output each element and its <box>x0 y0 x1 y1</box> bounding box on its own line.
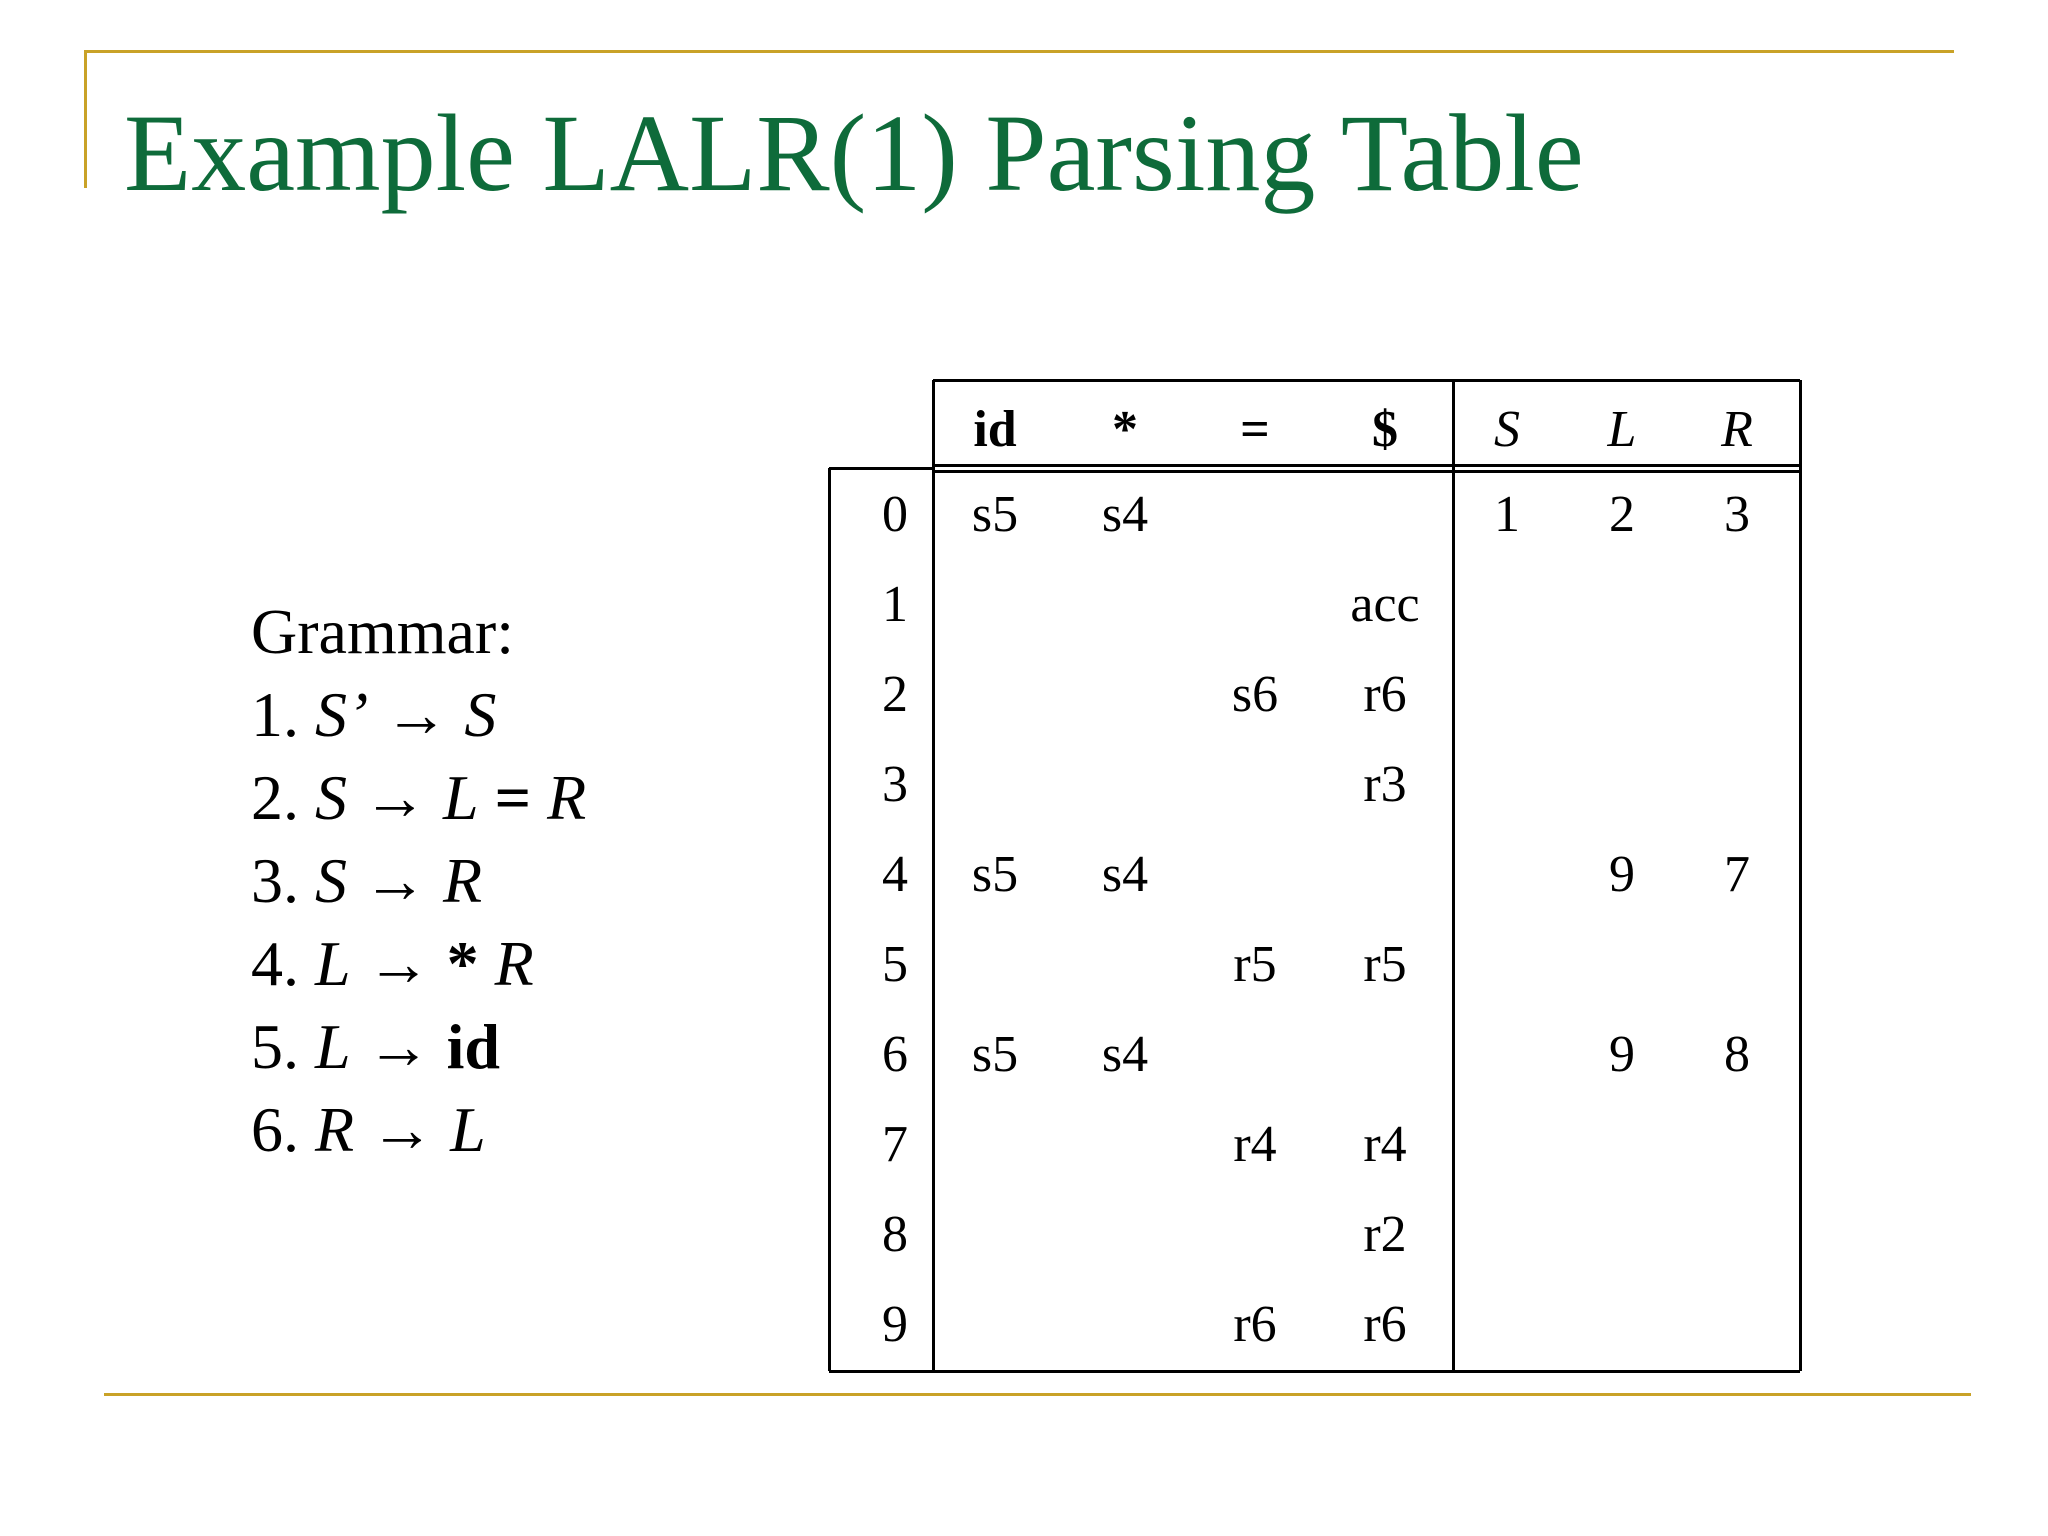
table-left-border <box>828 468 831 1371</box>
action-cell: r4 <box>1233 1116 1277 1173</box>
grammar-rules <box>251 673 586 1171</box>
rule-number: 4. <box>251 928 315 999</box>
rule-number: 1. <box>251 679 315 750</box>
action-header: * <box>1112 401 1138 458</box>
rule-arrow: → <box>347 845 443 916</box>
action-cell: s4 <box>1101 846 1149 903</box>
goto-cell: 2 <box>1609 486 1635 543</box>
action-cell: r6 <box>1363 666 1407 723</box>
action-cell: s5 <box>971 1026 1019 1083</box>
action-header: $ <box>1372 401 1398 458</box>
top-accent-rule <box>84 50 1954 53</box>
rule-arrow: → <box>354 1094 451 1165</box>
state-number: 3 <box>882 756 908 813</box>
header-rule-upper <box>933 464 1800 467</box>
grammar-rule <box>251 922 586 1005</box>
action-cell: r5 <box>1233 936 1277 993</box>
rule-lhs: L <box>315 1011 351 1082</box>
grammar-rule <box>251 1005 586 1088</box>
action-cell: r6 <box>1233 1296 1277 1353</box>
rule-number: 3. <box>251 845 315 916</box>
rule-lhs: S’ <box>315 679 369 750</box>
rule-rhs-symbol: L <box>450 1094 486 1165</box>
rule-rhs-symbol: R <box>443 845 483 916</box>
rule-rhs-symbol: S <box>464 679 497 750</box>
action-goto-divider <box>1452 380 1455 1371</box>
grammar-rule <box>251 1088 586 1171</box>
rule-rhs-symbol: * <box>446 928 495 999</box>
rule-number: 5. <box>251 1011 315 1082</box>
rule-lhs: S <box>315 845 347 916</box>
action-cell: r4 <box>1363 1116 1407 1173</box>
bottom-accent-rule <box>104 1393 1971 1396</box>
grammar-block <box>251 590 586 1171</box>
goto-cell: 1 <box>1494 486 1520 543</box>
grammar-rule <box>251 673 586 756</box>
goto-cell: 3 <box>1724 486 1750 543</box>
rule-arrow: → <box>350 928 447 999</box>
rule-lhs: R <box>315 1094 355 1165</box>
header-rule-lower <box>933 470 1800 473</box>
action-cell: s4 <box>1101 1026 1149 1083</box>
action-cell: r5 <box>1363 936 1407 993</box>
state-column-divider <box>932 380 935 1371</box>
rule-arrow: → <box>350 1011 447 1082</box>
rule-arrow: → <box>347 762 443 833</box>
goto-header: L <box>1607 401 1637 458</box>
rule-rhs-symbol: L <box>443 762 479 833</box>
state-column-top-border <box>829 467 933 470</box>
rule-arrow: → <box>368 679 465 750</box>
action-header: id <box>973 401 1017 458</box>
goto-cell: 7 <box>1724 846 1750 903</box>
goto-cell: 8 <box>1724 1026 1750 1083</box>
action-cell: r6 <box>1363 1296 1407 1353</box>
action-cell: s4 <box>1101 486 1149 543</box>
rule-rhs-symbol: R <box>547 762 587 833</box>
state-number: 8 <box>882 1206 908 1263</box>
action-cell: s5 <box>971 486 1019 543</box>
goto-cell: 9 <box>1609 1026 1635 1083</box>
table-top-border <box>933 379 1800 382</box>
grammar-rule <box>251 839 586 922</box>
grammar-heading: Grammar: <box>251 596 514 667</box>
state-number: 1 <box>882 576 908 633</box>
rule-lhs: S <box>315 762 347 833</box>
grammar-rule <box>251 756 586 839</box>
goto-cell: 9 <box>1609 846 1635 903</box>
action-cell: acc <box>1350 576 1420 633</box>
state-number: 0 <box>882 486 908 543</box>
left-accent-rule <box>84 50 87 188</box>
rule-rhs-symbol: = <box>478 762 548 833</box>
state-number: 7 <box>882 1116 908 1173</box>
rule-rhs-symbol: id <box>446 1011 500 1082</box>
action-cell: s6 <box>1231 666 1279 723</box>
state-number: 2 <box>882 666 908 723</box>
goto-header: R <box>1721 401 1753 458</box>
slide-title: Example LALR(1) Parsing Table <box>124 92 1584 214</box>
action-header: = <box>1240 401 1270 458</box>
rule-rhs-symbol: R <box>494 928 534 999</box>
action-cell: r3 <box>1363 756 1407 813</box>
rule-number: 6. <box>251 1094 315 1165</box>
rule-lhs: L <box>315 928 351 999</box>
table-right-border <box>1799 380 1802 1371</box>
state-number: 6 <box>882 1026 908 1083</box>
goto-header: S <box>1494 401 1520 458</box>
table-bottom-border <box>829 1370 1800 1373</box>
action-cell: r2 <box>1363 1206 1407 1263</box>
action-cell: s5 <box>971 846 1019 903</box>
rule-number: 2. <box>251 762 315 833</box>
state-number: 5 <box>882 936 908 993</box>
state-number: 4 <box>882 846 908 903</box>
state-number: 9 <box>882 1296 908 1353</box>
